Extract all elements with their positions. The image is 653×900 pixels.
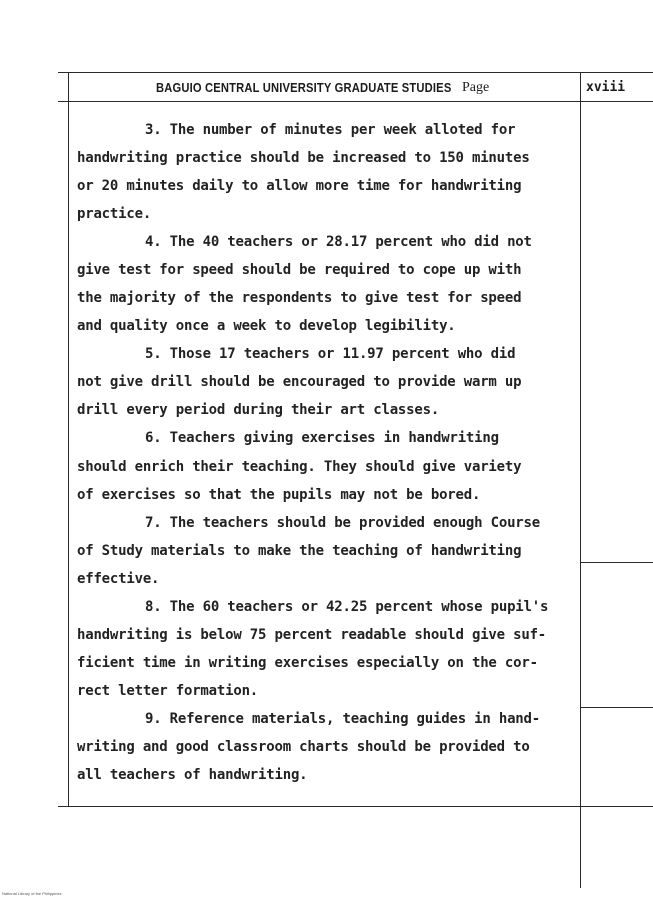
header-page-label: Page: [462, 80, 490, 95]
footer-note: National Library of the Philippines: [2, 891, 62, 896]
text-line: all teachers of handwriting.: [77, 767, 308, 783]
text-line: the majority of the respondents to give test for speed: [77, 290, 522, 306]
header-title: BAGUIO CENTRAL UNIVERSITY GRADUATE STUDIES: [156, 80, 452, 95]
text-line: of Study materials to make the teaching of handwriting: [77, 543, 522, 559]
text-line: handwriting practice should be increased to 150 minutes: [77, 150, 530, 166]
right-margin-rule: [580, 72, 581, 888]
right-column-rule-1: [581, 562, 653, 563]
text-line: 4. The 40 teachers or 28.17 percent who did not: [145, 234, 532, 250]
left-margin-rule: [68, 72, 69, 807]
text-line: 7. The teachers should be provided enough Course: [145, 515, 540, 531]
text-line: 9. Reference materials, teaching guides in hand-: [145, 711, 540, 727]
right-column-rule-2: [581, 707, 653, 708]
text-line: 6. Teachers giving exercises in handwriting: [145, 430, 499, 446]
text-line: 8. The 60 teachers or 42.25 percent whose pupil's: [145, 599, 549, 615]
text-line: 5. Those 17 teachers or 11.97 percent who did: [145, 346, 516, 362]
text-line: writing and good classroom charts should be provided to: [77, 739, 530, 755]
text-line: drill every period during their art classes.: [77, 402, 440, 418]
text-line: practice.: [77, 206, 152, 222]
text-line: and quality once a week to develop legibility.: [77, 318, 456, 334]
text-line: rect letter formation.: [77, 683, 259, 699]
text-line: should enrich their teaching. They should give variety: [77, 459, 522, 475]
page-number: xviii: [586, 80, 626, 95]
bottom-rule: [58, 806, 653, 807]
header-rule: [58, 101, 653, 102]
top-rule: [58, 72, 653, 73]
text-line: 3. The number of minutes per week alloted for: [145, 122, 516, 138]
text-line: effective.: [77, 571, 160, 587]
text-line: not give drill should be encouraged to provide warm up: [77, 374, 522, 390]
text-line: handwriting is below 75 percent readable should give suf-: [77, 627, 547, 643]
text-line: give test for speed should be required to cope up with: [77, 262, 522, 278]
text-line: or 20 minutes daily to allow more time for handwriting: [77, 178, 522, 194]
text-line: ficient time in writing exercises especially on the cor-: [77, 655, 538, 671]
text-line: of exercises so that the pupils may not be bored.: [77, 487, 481, 503]
